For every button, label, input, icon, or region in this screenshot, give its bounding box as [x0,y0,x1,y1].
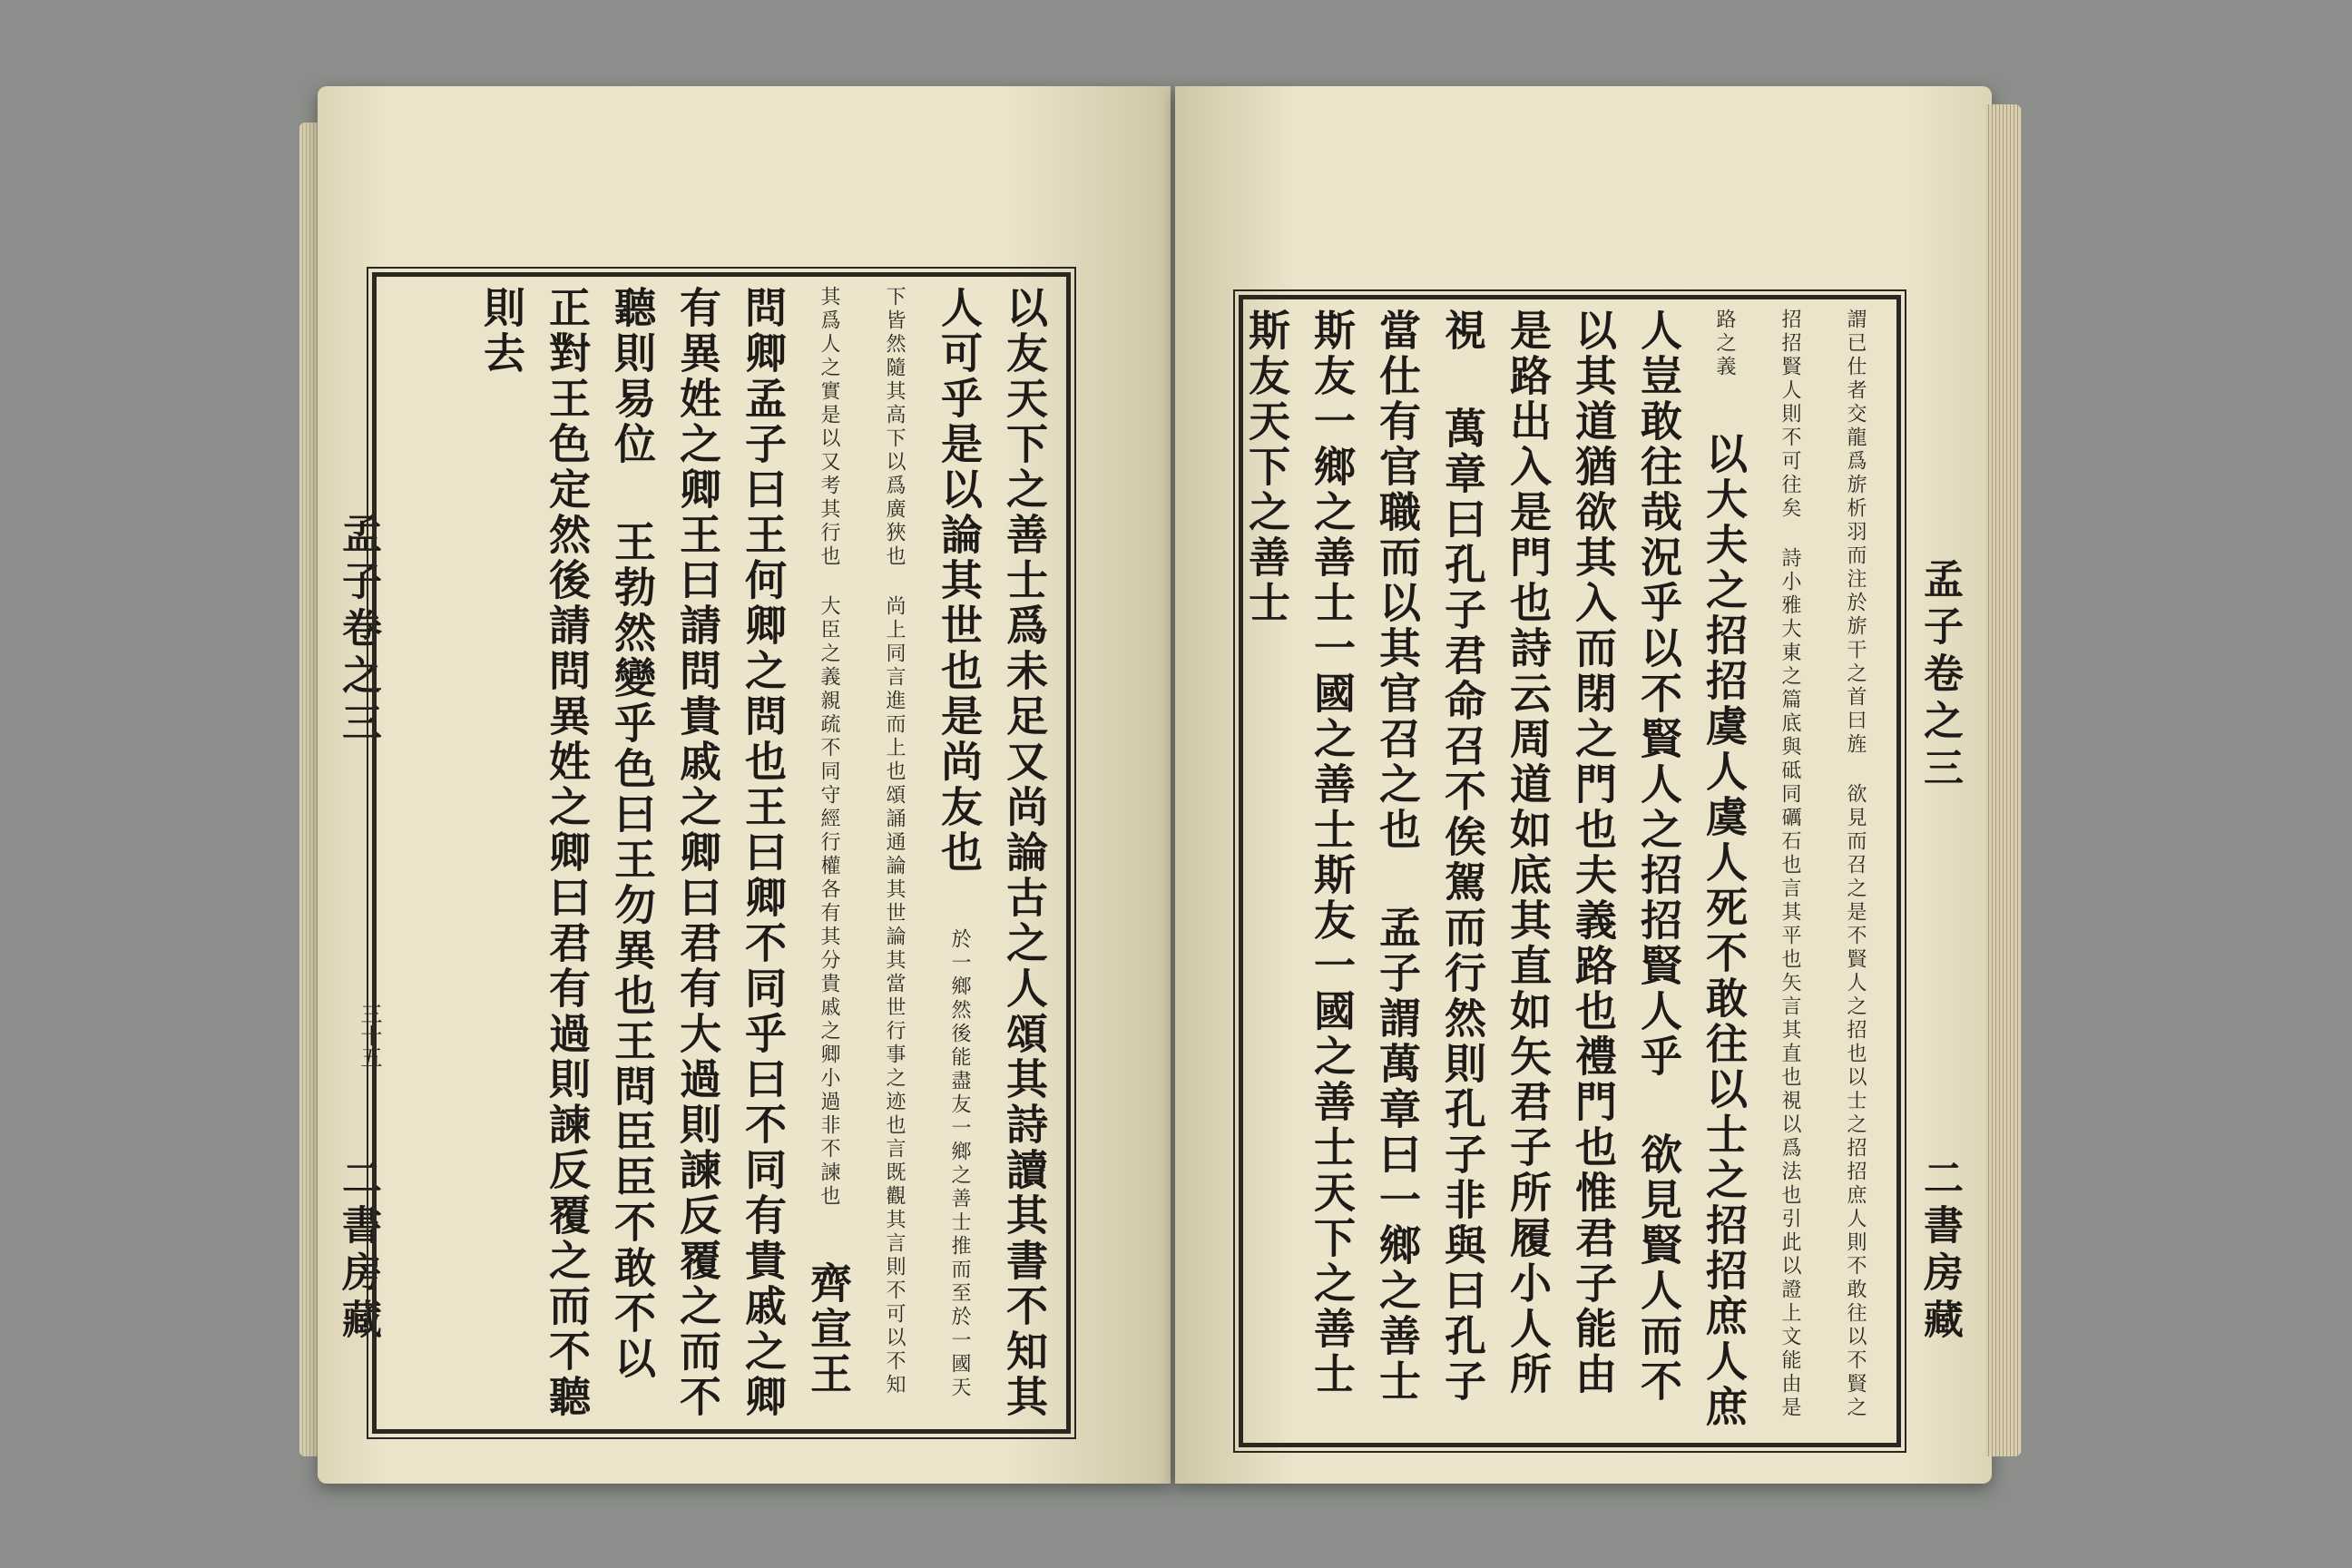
page-number: 三十五 [357,1003,382,1068]
column-r1: 以大夫之招招虞人虞人死不敢往以士之招招庶人庶人豈敢往哉況乎以不賢人之招招賢人乎 [1634,309,1749,1430]
text-block-left [386,286,1057,1420]
note-right: 謂已仕者交龍爲旂析羽而注於旂干之首曰旌 欲見而召之是不賢人之招也以士之招招庶人則不敢往以不賢之招招賢人則不可往矣 詩小雅大東之篇底與砥同礪石也言其平也矢言其直也視以爲法也引此以證上文能由是路之義 [1713,309,1867,1420]
text-block-right [1242,309,1887,1434]
column-1: 以友天下之善士爲未足又尚論古之人頌其詩讀其書不知其人可乎是以論其世也是尚友也 [935,286,1049,1420]
column-2: 齊宣王問卿孟子曰王何卿之問也王曰卿不同乎曰不同有貴戚之卿有異姓之卿王曰請問貴戚之卿曰君有大過則諫反覆之而不聽則易位 [608,286,853,1420]
note-left: 於一鄉然後能盡友一鄉之善士推而至於一國天下皆然隨其高下以爲廣狹也 尚上同言進而上也頌誦通論其世論其當世行事之迹也言既觀其言則不可以不知其爲人之實是以又考其行也 大臣之義親疏不同守經行權各有其分貴戚之卿小過非不諫也 [818,286,971,1400]
open-book [299,86,2024,1502]
right-page [1175,86,1992,1484]
left-page [318,86,1171,1484]
header-title-left: 孟子卷之三 [335,513,381,749]
text-frame-left [372,272,1071,1434]
header-title-right: 孟子卷之三 [1916,558,1963,794]
column-3: 王勃然變乎色曰王勿異也王問臣臣不敢不以正對王色定然後請問異姓之卿曰君有過則諫反覆之而不聽則去 [477,286,657,1420]
text-frame-right [1239,295,1901,1447]
column-r4: 孟子謂萬章曰一鄉之善士斯友一鄉之善士一國之善士斯友一國之善士天下之善士斯友天下之善士 [1242,309,1422,1405]
publisher-right: 二書房藏 [1916,1157,1963,1346]
column-r2: 欲見賢人而不以其道猶欲其入而閉之門也夫義路也禮門也惟君子能由是路出入是門也詩云周道如底其直如矢君子所履小人所視 [1438,309,1683,1405]
column-r3: 萬章曰孔子君命召不俟駕而行然則孔子非與曰孔子當仕有官職而以其官召之也 [1373,309,1487,1405]
publisher-left: 二書房藏 [335,1157,381,1346]
page-edges-right [1985,104,2022,1456]
